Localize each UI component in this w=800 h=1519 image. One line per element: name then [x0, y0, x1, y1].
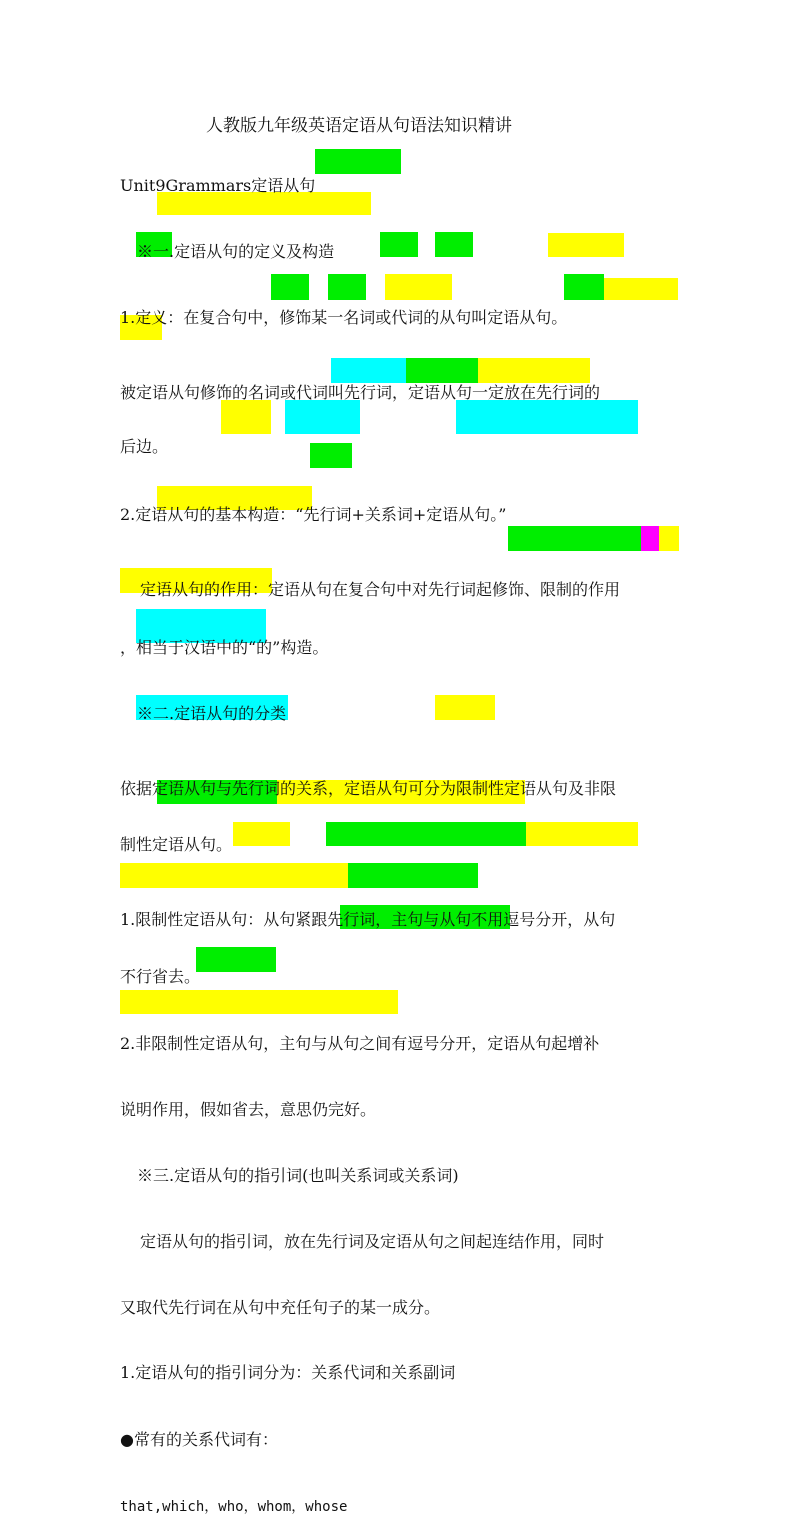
unit-heading: Unit9Grammars定语从句 [120, 176, 316, 195]
highlight [659, 526, 679, 551]
paragraph-line: 被定语从句修饰的名词或代词叫先行词，定语从句一定放在先行词的 [120, 383, 601, 402]
document-title: 人教版九年级英语定语从句语法知识精讲 [206, 116, 512, 136]
pronoun-list: that,which，who，whom，whose [120, 1499, 348, 1515]
highlight [456, 400, 638, 434]
paragraph-line: 2.定语从句的基本构造：“先行词+关系词+定语从句。” [120, 505, 507, 524]
paragraph-line: 2.非限制性定语从句，主句与从句之间有逗号分开，定语从句起增补 [120, 1034, 600, 1053]
paragraph-line: 后边。 [120, 437, 169, 456]
highlight [385, 274, 452, 300]
paragraph-line: 依据定语从句与先行词的关系，定语从句可分为限制性定语从句及非限 [120, 779, 617, 798]
paragraph-line: 制性定语从句。 [120, 835, 233, 854]
highlight [328, 274, 366, 300]
paragraph-line: 1.定语从句的指引词分为：关系代词和关系副词 [120, 1363, 456, 1382]
highlight [285, 400, 360, 434]
highlight [221, 400, 271, 434]
paragraph-line: 1.定义：在复合句中，修饰某一名词或代词的从句叫定语从句。 [120, 308, 568, 327]
highlight [478, 358, 590, 383]
paragraph-line: ，相当于汉语中的“的”构造。 [120, 638, 329, 657]
highlight [406, 358, 478, 383]
highlight [564, 274, 604, 300]
highlight [271, 274, 309, 300]
paragraph-line: 又取代先行词在从句中充任句子的某一成分。 [120, 1298, 441, 1317]
highlight [604, 278, 678, 300]
paragraph-line: 定语从句的指引词，放在先行词及定语从句之间起连结作用，同时 [140, 1232, 605, 1251]
section-heading: ※一.定语从句的定义及构造 [137, 242, 335, 261]
paragraph-line: 1.限制性定语从句：从句紧跟先行词，主句与从句不用逗号分开，从句 [120, 910, 616, 929]
section-heading: ※三.定语从句的指引词(也叫关系词或关系词) [137, 1166, 459, 1185]
highlight [348, 863, 478, 888]
highlight [120, 990, 398, 1014]
highlight [508, 526, 641, 551]
highlight [641, 526, 659, 551]
highlight [315, 149, 401, 174]
highlight [331, 358, 406, 383]
highlight [120, 863, 348, 888]
section-heading: ※二.定语从句的分类 [137, 704, 287, 723]
bullet-heading: ●常有的关系代词有： [120, 1430, 278, 1449]
paragraph-line: 定语从句的作用：定语从句在复合句中对先行词起修饰、限制的作用 [140, 580, 621, 599]
paragraph-line: 说明作用，假如省去，意思仍完好。 [120, 1100, 377, 1119]
paragraph-line: 不行省去。 [120, 967, 201, 986]
